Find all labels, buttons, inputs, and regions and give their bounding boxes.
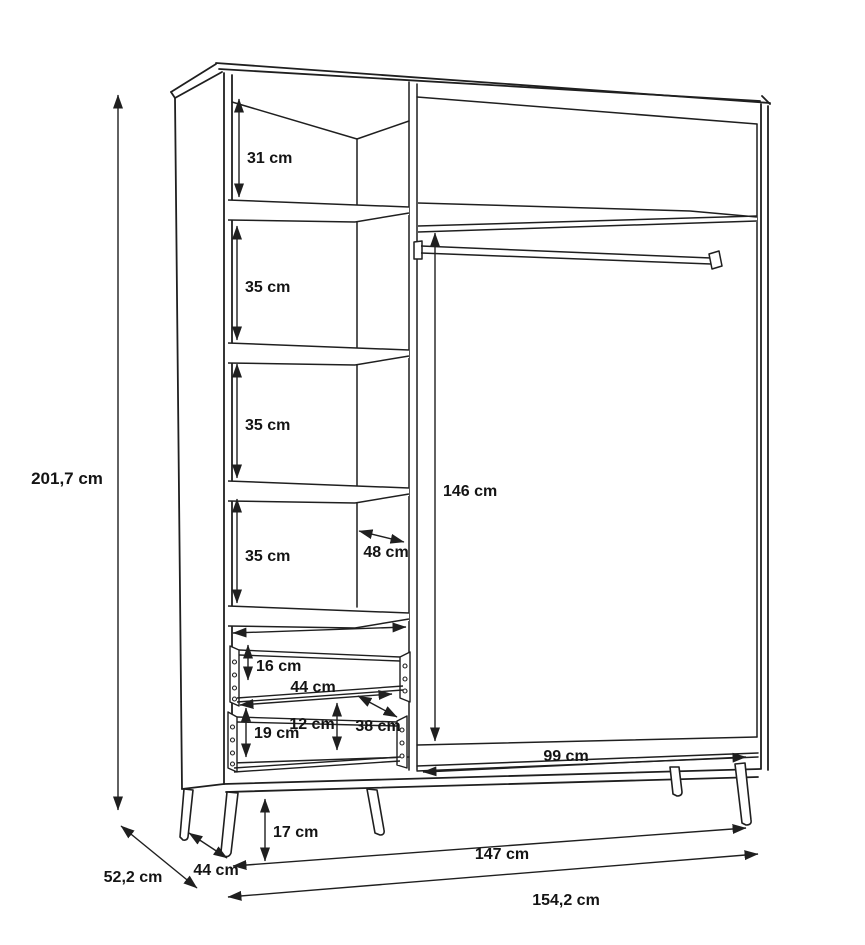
label-drawer-width: 44 cm — [290, 679, 336, 696]
hanging-rail — [414, 241, 722, 269]
label-drawer-2-height: 19 cm — [254, 725, 300, 742]
label-right-opening: 99 cm — [543, 748, 589, 765]
right-top-shelf — [418, 203, 757, 232]
label-compartment-1: 35 cm — [245, 279, 291, 296]
label-drawer-1-height: 16 cm — [256, 658, 302, 675]
label-overall-depth: 52,2 cm — [103, 869, 163, 886]
label-overall-height: 201,7 cm — [31, 469, 103, 488]
dimension-labels — [31, 150, 600, 909]
label-overall-width: 154,2 cm — [532, 892, 600, 909]
shelf-2 — [228, 343, 409, 365]
shelf-3 — [228, 481, 409, 503]
leg-back-left — [180, 789, 193, 840]
leg-back-right — [670, 767, 682, 796]
dim-38-arrow — [358, 696, 397, 717]
shelf-4 — [228, 606, 409, 628]
label-hanging-space: 146 cm — [443, 483, 498, 500]
dim-48-arrow — [359, 531, 404, 542]
leg-front-right — [735, 763, 751, 825]
label-interior-width: 147 cm — [474, 846, 530, 863]
rail-end-cap — [709, 251, 722, 269]
label-interior-depth: 48 cm — [363, 544, 409, 561]
leg-front-left — [221, 792, 238, 857]
wardrobe-interior — [232, 82, 758, 771]
label-compartment-3: 35 cm — [245, 548, 291, 565]
label-top-compartment: 31 cm — [247, 150, 293, 167]
label-leg-spacing: 44 cm — [193, 862, 239, 879]
rail-left-bracket — [414, 241, 422, 259]
shelf-1 — [228, 200, 409, 222]
label-compartment-2: 35 cm — [245, 417, 291, 434]
drawer-1 — [230, 646, 410, 706]
label-leg-height: 17 cm — [273, 824, 319, 841]
leg-front-middle — [367, 789, 384, 835]
label-drawer-2-inner: 12 cm — [289, 716, 335, 733]
label-drawer-depth: 38 cm — [355, 718, 401, 735]
